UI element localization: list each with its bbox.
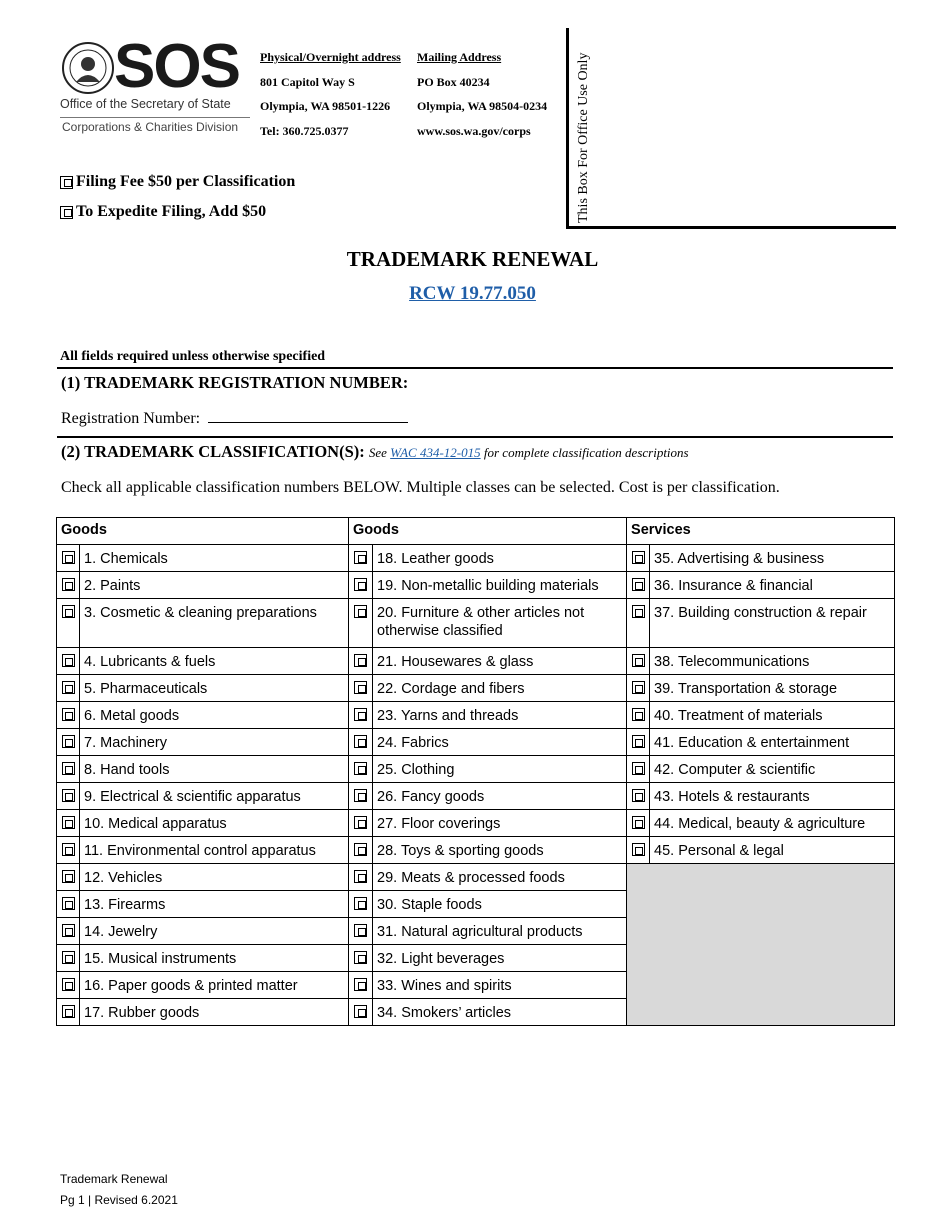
checkbox-cell bbox=[349, 675, 373, 702]
table-row bbox=[57, 675, 895, 702]
class-checkbox[interactable] bbox=[62, 654, 75, 667]
class-checkbox[interactable] bbox=[62, 578, 75, 591]
physical-address-line: Olympia, WA 98501-1226 bbox=[260, 99, 391, 113]
sos-logo bbox=[60, 32, 255, 140]
checkbox-cell bbox=[349, 837, 373, 864]
class-label: 20. Furniture & other articles not otherwise classified bbox=[373, 599, 627, 648]
class-checkbox[interactable] bbox=[62, 681, 75, 694]
logo-office-name: Office of the Secretary of State bbox=[60, 97, 231, 111]
checkbox-cell bbox=[627, 599, 650, 648]
class-checkbox[interactable] bbox=[354, 605, 367, 618]
table-row bbox=[57, 545, 895, 572]
footer-form-name: Trademark Renewal bbox=[60, 1172, 168, 1186]
physical-address-heading: Physical/Overnight address bbox=[260, 50, 401, 64]
class-label: 26. Fancy goods bbox=[373, 783, 627, 810]
section2-title: (2) TRADEMARK CLASSIFICATION(S): bbox=[61, 442, 365, 461]
physical-address-line: 801 Capitol Way S bbox=[260, 74, 355, 89]
logo-wordmark: SOS bbox=[114, 32, 239, 101]
physical-address bbox=[260, 45, 401, 143]
class-checkbox[interactable] bbox=[632, 816, 645, 829]
mailing-address-heading: Mailing Address bbox=[417, 50, 502, 64]
class-label: 24. Fabrics bbox=[373, 729, 627, 756]
class-checkbox[interactable] bbox=[354, 843, 367, 856]
checkbox-cell bbox=[349, 702, 373, 729]
mailing-address bbox=[417, 45, 547, 143]
checkbox-cell bbox=[57, 572, 80, 599]
classification-table bbox=[56, 517, 895, 1026]
filing-fee-option bbox=[60, 173, 295, 191]
table-row bbox=[57, 572, 895, 599]
class-label: 6. Metal goods bbox=[80, 702, 349, 729]
class-checkbox[interactable] bbox=[354, 924, 367, 937]
class-checkbox[interactable] bbox=[632, 843, 645, 856]
checkbox-cell bbox=[627, 648, 650, 675]
class-checkbox[interactable] bbox=[62, 978, 75, 991]
class-label: 34. Smokers’ articles bbox=[373, 999, 627, 1026]
table-row bbox=[57, 599, 895, 648]
footer-page: Pg 1 | Revised 6.2021 bbox=[60, 1193, 178, 1207]
class-checkbox[interactable] bbox=[62, 843, 75, 856]
class-label: 40. Treatment of materials bbox=[650, 702, 895, 729]
class-label: 9. Electrical & scientific apparatus bbox=[80, 783, 349, 810]
empty-shaded-cell bbox=[627, 864, 895, 1026]
class-label: 29. Meats & processed foods bbox=[373, 864, 627, 891]
class-checkbox[interactable] bbox=[632, 762, 645, 775]
checkbox-cell bbox=[627, 783, 650, 810]
class-label: 12. Vehicles bbox=[80, 864, 349, 891]
class-label: 8. Hand tools bbox=[80, 756, 349, 783]
table-row bbox=[57, 702, 895, 729]
class-label: 30. Staple foods bbox=[373, 891, 627, 918]
section2-note-prefix: See bbox=[368, 445, 387, 460]
filing-fee-checkbox[interactable] bbox=[60, 176, 73, 189]
table-row bbox=[57, 864, 895, 891]
checkbox-cell bbox=[627, 837, 650, 864]
checkbox-cell bbox=[57, 864, 80, 891]
class-label: 17. Rubber goods bbox=[80, 999, 349, 1026]
class-checkbox[interactable] bbox=[62, 816, 75, 829]
checkbox-cell bbox=[57, 972, 80, 999]
class-checkbox[interactable] bbox=[632, 681, 645, 694]
class-checkbox[interactable] bbox=[62, 951, 75, 964]
table-row bbox=[57, 756, 895, 783]
class-label: 32. Light beverages bbox=[373, 945, 627, 972]
class-label: 11. Environmental control apparatus bbox=[80, 837, 349, 864]
state-seal-icon bbox=[62, 42, 114, 94]
checkbox-cell bbox=[349, 572, 373, 599]
checkbox-cell bbox=[349, 918, 373, 945]
class-checkbox[interactable] bbox=[62, 870, 75, 883]
office-use-box bbox=[566, 28, 896, 229]
class-label: 41. Education & entertainment bbox=[650, 729, 895, 756]
checkbox-cell bbox=[57, 702, 80, 729]
class-checkbox[interactable] bbox=[632, 789, 645, 802]
class-label: 44. Medical, beauty & agriculture bbox=[650, 810, 895, 837]
checkbox-cell bbox=[349, 864, 373, 891]
class-checkbox[interactable] bbox=[354, 654, 367, 667]
class-checkbox[interactable] bbox=[354, 870, 367, 883]
checkbox-cell bbox=[57, 675, 80, 702]
class-label: 42. Computer & scientific bbox=[650, 756, 895, 783]
checkbox-cell bbox=[627, 545, 650, 572]
class-label: 23. Yarns and threads bbox=[373, 702, 627, 729]
class-checkbox[interactable] bbox=[354, 897, 367, 910]
class-checkbox[interactable] bbox=[354, 708, 367, 721]
checkbox-cell bbox=[57, 891, 80, 918]
class-checkbox[interactable] bbox=[632, 578, 645, 591]
filing-fee-label: Filing Fee $50 per Classification bbox=[76, 173, 296, 190]
class-label: 38. Telecommunications bbox=[650, 648, 895, 675]
class-label: 37. Building construction & repair bbox=[650, 599, 895, 648]
checkbox-cell bbox=[57, 810, 80, 837]
class-checkbox[interactable] bbox=[62, 924, 75, 937]
class-checkbox[interactable] bbox=[62, 605, 75, 618]
class-label: 16. Paper goods & printed matter bbox=[80, 972, 349, 999]
section-divider bbox=[57, 436, 893, 438]
class-label: 19. Non-metallic building materials bbox=[373, 572, 627, 599]
class-label: 28. Toys & sporting goods bbox=[373, 837, 627, 864]
checkbox-cell bbox=[627, 572, 650, 599]
checkbox-cell bbox=[349, 891, 373, 918]
checkbox-cell bbox=[57, 545, 80, 572]
class-checkbox[interactable] bbox=[62, 708, 75, 721]
wac-link[interactable]: WAC 434-12-015 bbox=[390, 445, 481, 460]
class-checkbox[interactable] bbox=[632, 735, 645, 748]
class-checkbox[interactable] bbox=[354, 789, 367, 802]
class-label: 13. Firearms bbox=[80, 891, 349, 918]
checkbox-cell bbox=[57, 648, 80, 675]
checkbox-cell bbox=[349, 648, 373, 675]
expedite-checkbox[interactable] bbox=[60, 206, 73, 219]
checkbox-cell bbox=[627, 810, 650, 837]
checkbox-cell bbox=[57, 945, 80, 972]
class-checkbox[interactable] bbox=[354, 951, 367, 964]
class-label: 18. Leather goods bbox=[373, 545, 627, 572]
table-row bbox=[57, 648, 895, 675]
class-checkbox[interactable] bbox=[632, 654, 645, 667]
class-label: 15. Musical instruments bbox=[80, 945, 349, 972]
checkbox-cell bbox=[349, 599, 373, 648]
class-label: 31. Natural agricultural products bbox=[373, 918, 627, 945]
checkbox-cell bbox=[349, 999, 373, 1026]
class-label: 5. Pharmaceuticals bbox=[80, 675, 349, 702]
table-row bbox=[57, 729, 895, 756]
checkbox-cell bbox=[57, 999, 80, 1026]
checkbox-cell bbox=[57, 756, 80, 783]
class-label: 7. Machinery bbox=[80, 729, 349, 756]
class-label: 10. Medical apparatus bbox=[80, 810, 349, 837]
checkbox-cell bbox=[627, 756, 650, 783]
class-label: 36. Insurance & financial bbox=[650, 572, 895, 599]
class-label: 43. Hotels & restaurants bbox=[650, 783, 895, 810]
registration-number-input[interactable] bbox=[208, 409, 408, 423]
class-label: 39. Transportation & storage bbox=[650, 675, 895, 702]
class-checkbox[interactable] bbox=[62, 551, 75, 564]
class-label: 3. Cosmetic & cleaning preparations bbox=[80, 599, 349, 648]
expedite-label: To Expedite Filing, Add $50 bbox=[76, 203, 267, 220]
class-checkbox[interactable] bbox=[62, 735, 75, 748]
class-checkbox[interactable] bbox=[354, 735, 367, 748]
class-checkbox[interactable] bbox=[354, 816, 367, 829]
checkbox-cell bbox=[627, 729, 650, 756]
class-checkbox[interactable] bbox=[354, 762, 367, 775]
class-checkbox[interactable] bbox=[354, 551, 367, 564]
goods-header: Goods bbox=[57, 518, 349, 545]
class-label: 2. Paints bbox=[80, 572, 349, 599]
class-checkbox[interactable] bbox=[354, 978, 367, 991]
classification-rows bbox=[57, 545, 895, 1026]
class-checkbox[interactable] bbox=[632, 551, 645, 564]
class-label: 27. Floor coverings bbox=[373, 810, 627, 837]
section1-title: (1) TRADEMARK REGISTRATION NUMBER: bbox=[61, 373, 409, 392]
checkbox-cell bbox=[57, 599, 80, 648]
rcw-link[interactable]: RCW 19.77.050 bbox=[409, 283, 536, 304]
class-label: 21. Housewares & glass bbox=[373, 648, 627, 675]
expedite-option bbox=[60, 203, 266, 221]
class-label: 33. Wines and spirits bbox=[373, 972, 627, 999]
required-note: All fields required unless otherwise specified bbox=[60, 349, 326, 364]
logo-divider bbox=[60, 117, 250, 118]
table-row bbox=[57, 837, 895, 864]
class-checkbox[interactable] bbox=[354, 578, 367, 591]
checkbox-cell bbox=[349, 810, 373, 837]
table-row bbox=[57, 810, 895, 837]
checkbox-cell bbox=[627, 675, 650, 702]
mailing-website: www.sos.wa.gov/corps bbox=[417, 123, 531, 138]
services-header: Services bbox=[627, 518, 895, 545]
mailing-address-line: Olympia, WA 98504-0234 bbox=[417, 99, 548, 113]
class-label: 25. Clothing bbox=[373, 756, 627, 783]
classification-instructions: Check all applicable classification numbers BELOW. Multiple classes can be selected. Cost is per classification. bbox=[61, 479, 780, 496]
registration-number-row bbox=[61, 409, 408, 428]
class-checkbox[interactable] bbox=[62, 897, 75, 910]
checkbox-cell bbox=[57, 837, 80, 864]
checkbox-cell bbox=[57, 918, 80, 945]
mailing-address-line: PO Box 40234 bbox=[417, 74, 490, 89]
checkbox-cell bbox=[349, 729, 373, 756]
class-label: 22. Cordage and fibers bbox=[373, 675, 627, 702]
checkbox-cell bbox=[349, 972, 373, 999]
class-checkbox[interactable] bbox=[62, 1005, 75, 1018]
class-label: 45. Personal & legal bbox=[650, 837, 895, 864]
registration-number-label: Registration Number: bbox=[61, 410, 201, 427]
table-row bbox=[57, 783, 895, 810]
section2-note-suffix: for complete classification descriptions bbox=[483, 445, 689, 460]
class-label: 4. Lubricants & fuels bbox=[80, 648, 349, 675]
checkbox-cell bbox=[349, 783, 373, 810]
class-checkbox[interactable] bbox=[632, 605, 645, 618]
goods-header: Goods bbox=[349, 518, 627, 545]
checkbox-cell bbox=[349, 945, 373, 972]
office-use-label: This Box For Office Use Only bbox=[576, 52, 591, 223]
class-label: 1. Chemicals bbox=[80, 545, 349, 572]
section2-header bbox=[61, 442, 689, 462]
physical-phone: Tel: 360.725.0377 bbox=[260, 123, 349, 138]
checkbox-cell bbox=[57, 783, 80, 810]
class-label: 35. Advertising & business bbox=[650, 545, 895, 572]
section-divider bbox=[57, 367, 893, 369]
checkbox-cell bbox=[627, 702, 650, 729]
class-checkbox[interactable] bbox=[632, 708, 645, 721]
class-checkbox[interactable] bbox=[354, 681, 367, 694]
section2-note bbox=[369, 445, 689, 460]
table-header-row bbox=[57, 518, 895, 545]
class-label: 14. Jewelry bbox=[80, 918, 349, 945]
class-checkbox[interactable] bbox=[62, 789, 75, 802]
logo-division-name: Corporations & Charities Division bbox=[62, 120, 239, 134]
checkbox-cell bbox=[57, 729, 80, 756]
form-title: TRADEMARK RENEWAL bbox=[346, 247, 599, 271]
class-checkbox[interactable] bbox=[62, 762, 75, 775]
checkbox-cell bbox=[349, 756, 373, 783]
class-checkbox[interactable] bbox=[354, 1005, 367, 1018]
checkbox-cell bbox=[349, 545, 373, 572]
